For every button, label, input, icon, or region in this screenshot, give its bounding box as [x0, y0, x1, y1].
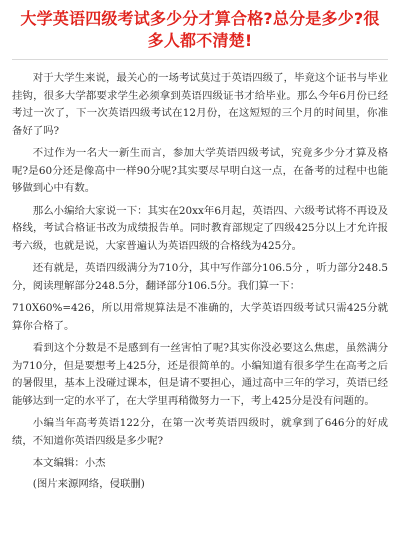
image-source-note: (图片来源网络，侵联删) — [32, 477, 145, 490]
paragraph-calculation: 710X60%=426，所以用常规算法是不准确的，大学英语四级考试只需425分就算你合格了。 — [12, 302, 388, 332]
title-divider — [12, 59, 388, 60]
article-title: 大学英语四级考试多少分才算合格?总分是多少?很多人都不清楚! — [20, 9, 380, 50]
editor-credit: 本文编辑：小杰 — [32, 457, 106, 469]
paragraph-pass-line: 那么小编给大家说一下：其实在20xx年6月起，英语四、六级考试将不再设及格线，考试合格证书改为成绩报告单。同时教育部规定了四级425分以上才允许报考六级，也就是说，大家普遍认为英语四级的合格线为425分。 — [12, 204, 388, 252]
paragraph-editor-score: 小编当年高考英语122分，在第一次考英语四级时，就拿到了646分的好成绩，不知道你英语四级是多少呢? — [12, 417, 388, 447]
article-body — [12, 70, 388, 493]
paragraph-score-breakdown: 还有就是，英语四级满分为710分，其中写作部分106.5分 ，听力部分248.5分，阅读理解部分248.5分，翻译部分106.5分。我们算一下： — [12, 262, 388, 292]
paragraph-question: 不过作为一名大一新生而言，参加大学英语四级考试，究竟多少分才算及格呢?是60分还是像高中一样90分呢?其实要尽早明白这一点，在备考的过程中也能够做到心中有数。 — [12, 147, 388, 194]
paragraph-encouragement: 看到这个分数是不是感到有一丝害怕了呢?其实你没必要这么焦虑，虽然满分为710分，但是要想考上425分，还是很简单的。小编知道有很多学生在高考之后的暑假里，基本上没碰过课本，但是请不要担心，通过高中三年的学习，英语已经能够达到一定的水平了，在大学里再稍微努力一下，考上425分是没有问题的。 — [12, 342, 388, 407]
paragraph-intro: 对于大学生来说，最关心的一场考试莫过于英语四级了，毕竟这个证书与毕业挂钩，很多大学都要求学生必须拿到英语四级证书才给毕业。那么今年6月份已经考过一次了，下一次英语四级考试在12月份，在这短短的三个月的时间里，你准备好了吗? — [12, 72, 388, 137]
